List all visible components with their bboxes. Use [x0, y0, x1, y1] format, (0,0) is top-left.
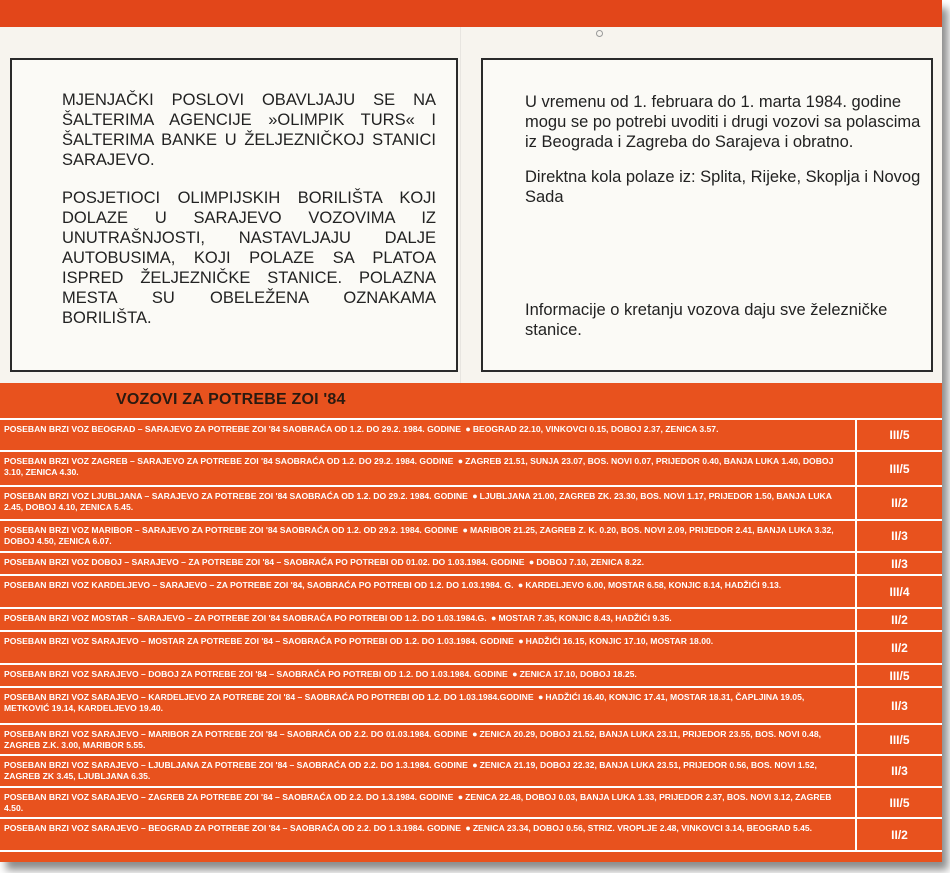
train-description [0, 819, 855, 850]
train-description [0, 688, 855, 723]
train-stops-text: HADŽIĆI 16.40, KONJIC 17.41, MOSTAR 18.31, ČAPLJINA 19.05, METKOVIĆ 19.14, KARDELJEVO 19.40. [4, 692, 805, 713]
train-description [0, 725, 855, 754]
train-description [0, 788, 855, 817]
train-route-text: POSEBAN BRZI VOZ SARAJEVO – BEOGRAD ZA POTREBE ZOI '84 – SAOBRAĆA OD 2.2. DO 1.3.1984. GODINE [4, 823, 461, 833]
train-description [0, 420, 855, 450]
table-rows [0, 418, 942, 852]
exchange-info-text: MJENJAČKI POSLOVI OBAVLJAJU SE NA ŠALTERIMA AGENCIJE »OLIMPIK TURS« I ŠALTERIMA BANKE U ŽELJEZNIČKOJ STANICI SARAJEVO. [62, 91, 436, 169]
bullet-icon: ● [472, 760, 478, 770]
bullet-icon: ● [457, 456, 464, 466]
train-class-cell: II/3 [855, 756, 942, 786]
table-row [0, 665, 942, 688]
train-description [0, 576, 855, 607]
train-route-text: POSEBAN BRZI VOZ BEOGRAD – SARAJEVO ZA POTREBE ZOI '84 SAOBRAĆA OD 1.2. DO 29.2. 1984. GODINE [4, 424, 461, 434]
train-route-text: POSEBAN BRZI VOZ SARAJEVO – MARIBOR ZA POTREBE ZOI '84 – SAOBRAĆA OD 2.2. DO 01.03.1984. GODINE [4, 729, 468, 739]
train-description [0, 553, 855, 574]
table-row [0, 553, 942, 576]
train-class-cell: II/3 [855, 553, 942, 574]
train-route-text: POSEBAN BRZI VOZ LJUBLJANA – SARAJEVO ZA POTREBE ZOI '84 SAOBRAĆA OD 1.2. DO 29.2. 1984. GODINE [4, 491, 468, 501]
train-route-text: POSEBAN BRZI VOZ DOBOJ – SARAJEVO – ZA POTREBE ZOI '84 – SAOBRAĆA PO POTREBI OD 01.02. DO 1.03.1984. GODINE [4, 557, 525, 567]
table-row [0, 688, 942, 725]
train-route-text: POSEBAN BRZI VOZ SARAJEVO – LJUBLJANA ZA POTREBE ZOI '84 – SAOBRAĆA OD 2.2. DO 1.3.1984. GODINE [4, 760, 468, 770]
train-route-text: POSEBAN BRZI VOZ KARDELJEVO – SARAJEVO – ZA POTREBE ZOI '84, SAOBRAĆA PO POTREBI OD 1.2. DO 1.03.1984. G. [4, 580, 514, 590]
train-stops-text: MOSTAR 7.35, KONJIC 8.43, HADŽIĆI 9.35. [498, 613, 672, 623]
station-info-text: Informacije o kretanju vozova daju sve železničke stanice. [525, 301, 888, 339]
train-description [0, 452, 855, 485]
bullet-icon: ● [517, 580, 524, 590]
train-class-cell: III/5 [855, 452, 942, 485]
train-stops-text: ZENICA 22.48, DOBOJ 0.03, BANJA LUKA 1.33, PRIJEDOR 2.37, BOS. NOVI 3.12, ZAGREB 4.50. [4, 792, 832, 813]
train-description [0, 665, 855, 686]
table-row [0, 756, 942, 788]
train-route-text: POSEBAN BRZI VOZ SARAJEVO – DOBOJ ZA POTREBE ZOI '84 – SAOBRAĆA PO POTREBI OD 1.2. DO 1.03.1984. GODINE [4, 669, 508, 679]
train-description [0, 632, 855, 663]
exchange-info-box [10, 58, 458, 372]
train-route-text: POSEBAN BRZI VOZ SARAJEVO – ZAGREB ZA POTREBE ZOI '84 – SAOBRAĆA OD 2.2. DO 1.3.1984. GODINE [4, 792, 454, 802]
table-row [0, 725, 942, 756]
bullet-icon: ● [465, 424, 471, 434]
table-row [0, 487, 942, 521]
train-stops-text: ZENICA 20.29, DOBOJ 21.52, BANJA LUKA 23.11, PRIJEDOR 23.55, BOS. NOVI 0.48, ZAGREB Z.K. 3.00, MARIBOR 5.55. [4, 729, 821, 750]
train-stops-text: BEOGRAD 22.10, VINKOVCI 0.15, DOBOJ 2.37, ZENICA 3.57. [472, 424, 719, 434]
train-stops-text: ZENICA 23.34, DOBOJ 0.56, STRIZ. VROPLJE 2.48, VINKOVCI 3.14, BEOGRAD 5.45. [472, 823, 813, 833]
train-class-cell: II/2 [855, 819, 942, 850]
train-route-text: POSEBAN BRZI VOZ MARIBOR – SARAJEVO ZA POTREBE ZOI '84 SAOBRAĆA OD 1.2. OD 29.2. 1984. GODINE [4, 525, 459, 535]
table-row [0, 788, 942, 819]
train-description [0, 609, 855, 630]
bullet-icon: ● [472, 491, 478, 501]
train-class-cell: II/2 [855, 609, 942, 630]
bullet-icon: ● [491, 613, 497, 623]
direct-coaches-text: Direktna kola polaze iz: Splita, Rijeke, Skoplja i Novog Sada [525, 168, 921, 206]
train-stops-text: DOBOJ 7.10, ZENICA 8.22. [536, 557, 644, 567]
table-row [0, 521, 942, 553]
train-stops-text: HADŽIĆI 16.15, KONJIC 17.10, MOSTAR 18.00. [525, 636, 714, 646]
extra-trains-info-box [481, 58, 933, 372]
bullet-icon: ● [512, 669, 518, 679]
train-schedule-table [0, 383, 942, 862]
train-description [0, 521, 855, 551]
train-class-cell: III/4 [855, 576, 942, 607]
table-row [0, 452, 942, 487]
bullet-icon: ● [518, 636, 524, 646]
punch-hole-mark [596, 30, 603, 37]
table-title: VOZOVI ZA POTREBE ZOI '84 [116, 391, 346, 408]
visitors-info-text: POSJETIOCI OLIMPIJSKIH BORILIŠTA KOJI DOLAZE U SARAJEVO VOZOVIMA IZ UNUTRAŠNJOSTI, NASTAVLJAJU DALJE AUTOBUSIMA, KOJI POLAZE SA PLATOA ISPRED ŽELJEZNIČKE STANICE. POLAZNA MESTA SU OBELEŽENA OZNAKAMA BORILIŠTA. [62, 189, 436, 327]
train-class-cell: III/5 [855, 420, 942, 450]
bullet-icon: ● [537, 692, 544, 702]
train-route-text: POSEBAN BRZI VOZ SARAJEVO – KARDELJEVO ZA POTREBE ZOI '84 – SAOBRAĆA PO POTREBI OD 1.2. DO 1.03.1984.GODINE [4, 692, 534, 702]
train-class-cell: III/5 [855, 725, 942, 754]
train-description [0, 756, 855, 786]
train-class-cell: II/3 [855, 521, 942, 551]
table-row [0, 819, 942, 852]
bullet-icon: ● [462, 525, 468, 535]
bullet-icon: ● [457, 792, 464, 802]
train-route-text: POSEBAN BRZI VOZ ZAGREB – SARAJEVO ZA POTREBE ZOI '84 SAOBRAĆA OD 1.2. DO 29.2. 1984. GODINE [4, 456, 454, 466]
table-row [0, 632, 942, 665]
train-class-cell: II/3 [855, 688, 942, 723]
train-stops-text: ZAGREB 21.51, SUNJA 23.07, BOS. NOVI 0.07, PRIJEDOR 0.40, BANJA LUKA 1.40, DOBOJ 3.10, ZENICA 4.30. [4, 456, 834, 477]
extra-trains-text: U vremenu od 1. februara do 1. marta 1984. godine mogu se po potrebi uvoditi i drugi vozovi sa polascima iz Beograda i Zagreba do Sarajeva i obratno. [525, 93, 921, 151]
train-class-cell: II/2 [855, 632, 942, 663]
train-stops-text: LJUBLJANA 21.00, ZAGREB ZK. 23.30, BOS. NOVI 1.17, PRIJEDOR 1.50, BANJA LUKA 2.45, DOBOJ 4.10, ZENICA 5.45. [4, 491, 832, 512]
train-class-cell: III/5 [855, 665, 942, 686]
train-stops-text: KARDELJEVO 6.00, MOSTAR 6.58, KONJIC 8.14, HADŽIĆI 9.13. [525, 580, 782, 590]
train-class-cell: II/2 [855, 487, 942, 519]
train-route-text: POSEBAN BRZI VOZ MOSTAR – SARAJEVO – ZA POTREBE ZOI '84 SAOBRAĆA PO POTREBI OD 1.2. DO 1.03.1984.G. [4, 613, 487, 623]
top-color-strip [0, 0, 942, 27]
table-row [0, 420, 942, 452]
bullet-icon: ● [472, 729, 478, 739]
bullet-icon: ● [528, 557, 535, 567]
train-stops-text: ZENICA 21.19, DOBOJ 22.32, BANJA LUKA 23.51, PRIJEDOR 0.56, BOS. NOVI 1.52, ZAGREB ZK 3.45, LJUBLJANA 6.35. [4, 760, 817, 781]
train-description [0, 487, 855, 519]
bullet-icon: ● [465, 823, 471, 833]
train-stops-text: ZENICA 17.10, DOBOJ 18.25. [519, 669, 637, 679]
train-class-cell: III/5 [855, 788, 942, 817]
train-stops-text: MARIBOR 21.25, ZAGREB Z. K. 0.20, BOS. NOVI 2.09, PRIJEDOR 2.41, BANJA LUKA 3.32, DOBOJ 4.50, ZENICA 6.07. [4, 525, 834, 546]
train-route-text: POSEBAN BRZI VOZ SARAJEVO – MOSTAR ZA POTREBE ZOI '84 – SAOBRAĆA PO POTREBI OD 1.2. DO 1.03.1984. GODINE [4, 636, 514, 646]
table-row [0, 576, 942, 609]
table-row [0, 609, 942, 632]
